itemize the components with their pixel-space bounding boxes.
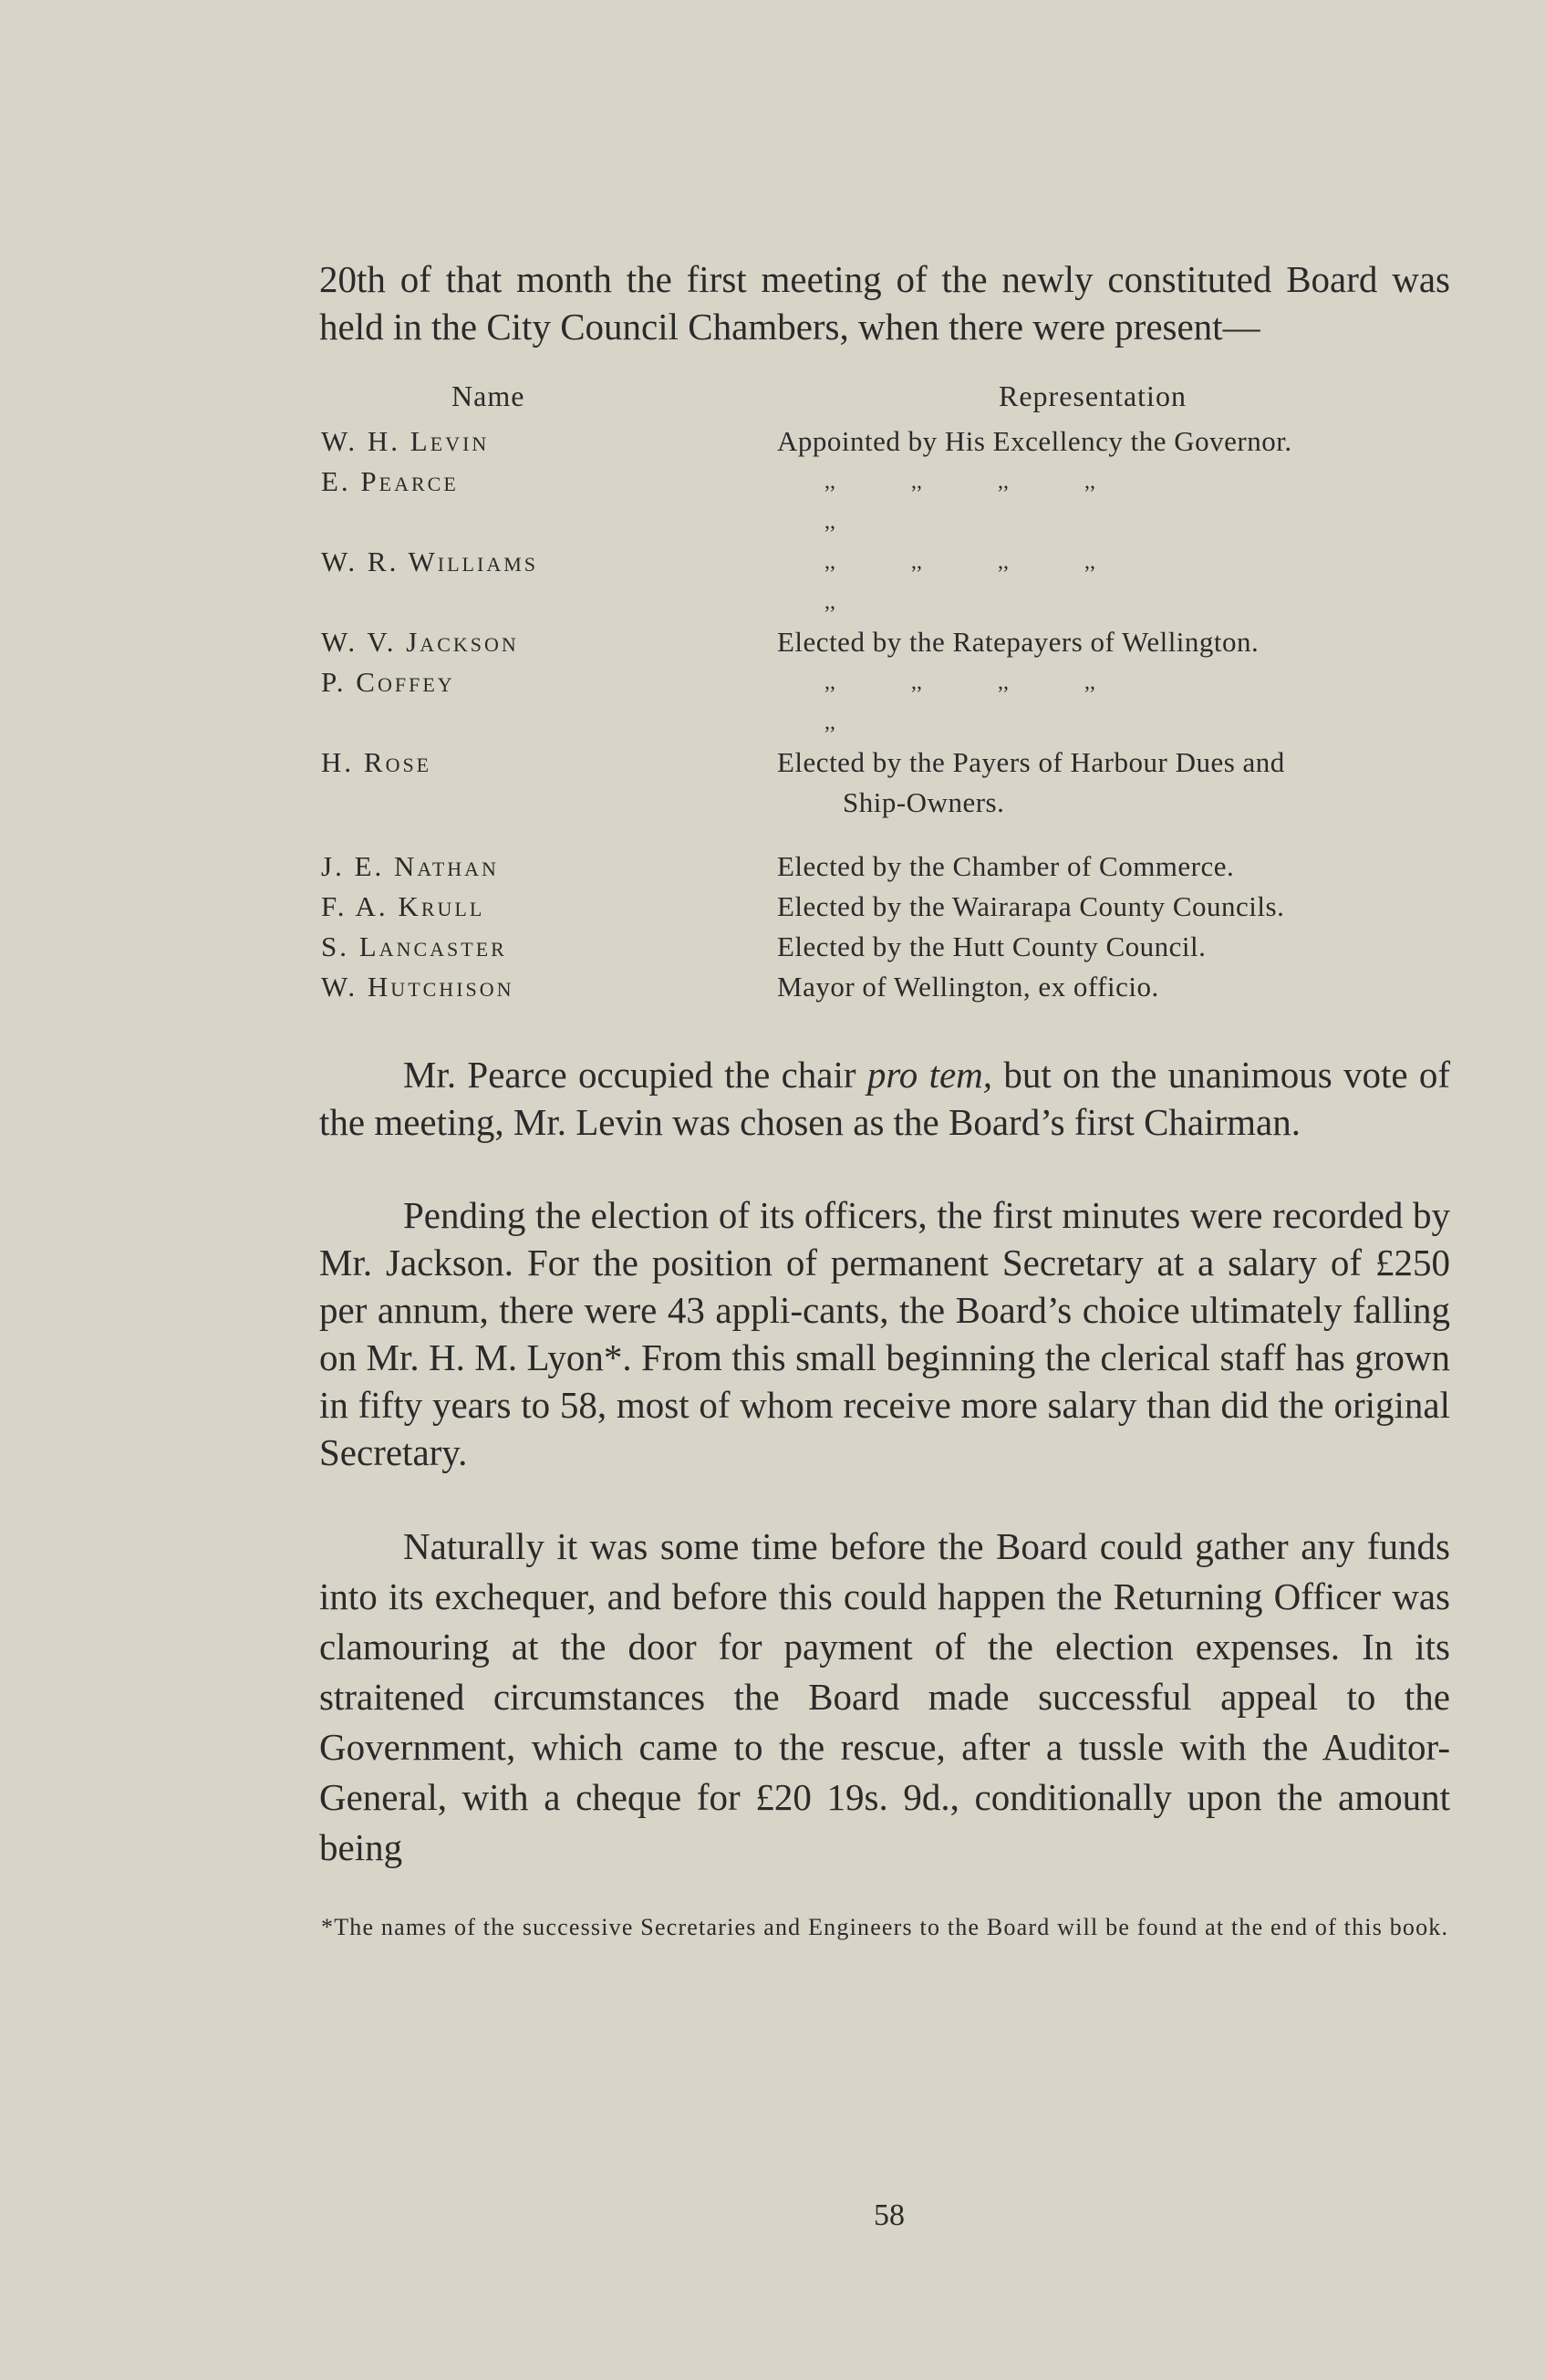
member-representation-cont: Ship-Owners. (843, 786, 1005, 818)
member-representation: Elected by the Chamber of Commerce. (777, 850, 1235, 882)
table-row (319, 462, 1450, 542)
table-row (319, 927, 1450, 967)
member-representation: Elected by the Wairarapa County Councils. (777, 890, 1285, 922)
member-name: J. E. Nathan (321, 850, 499, 882)
paragraph-secretary: Pending the election of its officers, the first minutes were recorded by Mr. Jackson. For the position of permanent Secretary at a salary of £250 per annum, there were 43 appli-cants, the Board’s choice ultimately falling on Mr. H. M. Lyon*. From this small beginning the clerical staff has grown in fifty years to 58, most of whom receive more salary than did the original Secretary. (319, 1194, 1450, 1473)
table-row (319, 967, 1450, 1007)
member-representation: Elected by the Ratepayers of Wellington. (777, 626, 1260, 658)
table-row (319, 542, 1450, 622)
page-body (319, 255, 1450, 1946)
member-representation: Appointed by His Excellency the Governor. (777, 425, 1292, 457)
member-name: F. A. Krull (321, 890, 485, 922)
member-representation: Elected by the Payers of Harbour Dues and (777, 746, 1285, 778)
table-row (319, 421, 1450, 462)
members-table (319, 372, 1450, 1007)
member-name: H. Rose (321, 746, 432, 778)
italic-pro-tem: pro tem, (866, 1054, 993, 1096)
ditto-marks: ,, ,, ,, ,,,, (824, 470, 1095, 534)
member-name: P. Coffey (321, 666, 455, 698)
footnote: *The names of the successive Secretaries and Engineers to the Board will be found at the end of this book. (321, 1914, 1449, 1940)
paragraph-funds: Naturally it was some time before the Board could gather any funds into its exchequer, and before this could happen the Returning Officer was clamouring at the door for payment of the election expenses. In its straitened circumstances the Board made successful appeal to the Government, which came to the rescue, after a tussle with the Auditor-General, with a cheque for £20 19s. 9d., conditionally upon the amount being (319, 1525, 1450, 1868)
page-number: 58 (874, 2198, 905, 2232)
member-name: W. V. Jackson (321, 626, 519, 658)
table-header (319, 372, 1450, 421)
table-row (319, 887, 1450, 927)
paragraph-chairman: Mr. Pearce occupied the chair pro tem, but on the unanimous vote of the meeting, Mr. Levin was chosen as the Board’s first Chairman. (319, 1054, 1450, 1143)
member-name: W. Hutchison (321, 971, 514, 1003)
header-name: Name (451, 379, 525, 412)
table-row (319, 847, 1450, 887)
table-row (319, 662, 1450, 743)
table-row (319, 622, 1450, 662)
table-row (319, 743, 1450, 823)
member-name: S. Lancaster (321, 930, 507, 962)
header-representation: Representation (999, 379, 1187, 412)
ditto-marks: ,, ,, ,, ,,,, (824, 550, 1095, 614)
intro-paragraph: 20th of that month the first meeting of the newly constituted Board was held in the City Council Chambers, when there were present— (319, 258, 1450, 348)
member-representation: Mayor of Wellington, ex officio. (777, 971, 1159, 1003)
ditto-marks: ,, ,, ,, ,,,, (824, 670, 1095, 734)
member-name: W. R. Williams (321, 546, 539, 577)
member-name: W. H. Levin (321, 425, 490, 457)
member-name: E. Pearce (321, 465, 459, 497)
member-representation: Elected by the Hutt County Council. (777, 930, 1207, 962)
